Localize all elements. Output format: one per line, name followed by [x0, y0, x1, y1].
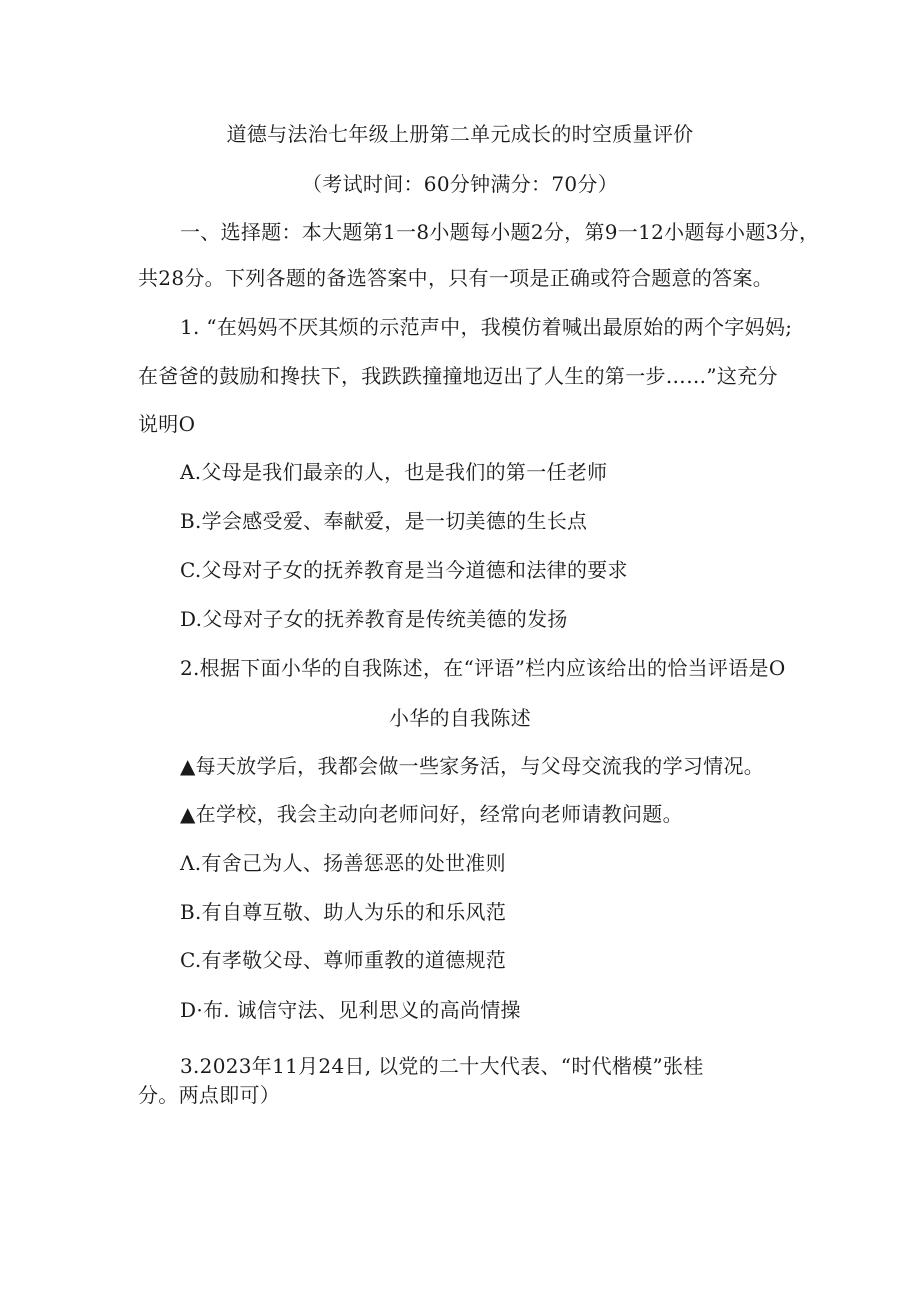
exam-info: （考试时间：60分钟满分：70分） [302, 172, 618, 196]
section-instructions-line-2: 共28分。下列各题的备选答案中，只有一项是正确或符合题意的答案。 [138, 266, 774, 290]
question-2-statement-2: ▲在学校，我会主动向老师问好，经常向老师请教问题。 [180, 802, 683, 826]
question-3-stem-line-2: 分。两点即可） [138, 1083, 281, 1107]
question-1-option-a: A.父母是我们最亲的人，也是我们的第一任老师 [180, 460, 608, 484]
question-2-stem: 2.根据下面小华的自我陈述，在“评语”栏内应该给出的恰当评语是O [180, 656, 786, 680]
question-2-option-d: D·布. 诚信守法、见利思义的高尚情操 [180, 998, 521, 1022]
question-2-statement-1: ▲每天放学后，我都会做一些家务活，与父母交流我的学习情况。 [180, 754, 765, 778]
question-2-option-a: Λ.有舍己为人、扬善惩恶的处世准则 [180, 851, 506, 875]
question-2-option-b: B.有自尊互敬、助人为乐的和乐风范 [180, 900, 507, 924]
question-3-stem-line-1: 3.2023年11月24日, 以党的二十大代表、“时代楷模”张桂 [180, 1054, 704, 1078]
question-2-option-c: C.有孝敬父母、尊师重教的道德规范 [180, 948, 507, 972]
question-2-table-title: 小华的自我陈述 [388, 706, 532, 730]
section-instructions-line-1: 一、选择题：本大题第1一8小题每小题2分，第9一12小题每小题3分， [180, 220, 820, 244]
question-1-option-b: B.学会感受爱、奉献爱，是一切美德的生长点 [180, 509, 588, 533]
question-1-stem-line-3: 说明O [138, 412, 196, 436]
question-1-option-c: C.父母对子女的抚养教育是当今道德和法律的要求 [180, 558, 628, 582]
question-1-stem-line-1: 1. “在妈妈不厌其烦的示范声中，我模仿着喊出最原始的两个字妈妈; [180, 315, 793, 339]
question-1-stem-line-2: 在爸爸的鼓励和搀扶下，我跌跌撞撞地迈出了人生的第一步……”这充分 [138, 364, 778, 388]
page-title: 道德与法治七年级上册第二单元成长的时空质量评价 [226, 122, 694, 146]
question-1-option-d: D.父母对子女的抚养教育是传统美德的发扬 [180, 607, 568, 631]
